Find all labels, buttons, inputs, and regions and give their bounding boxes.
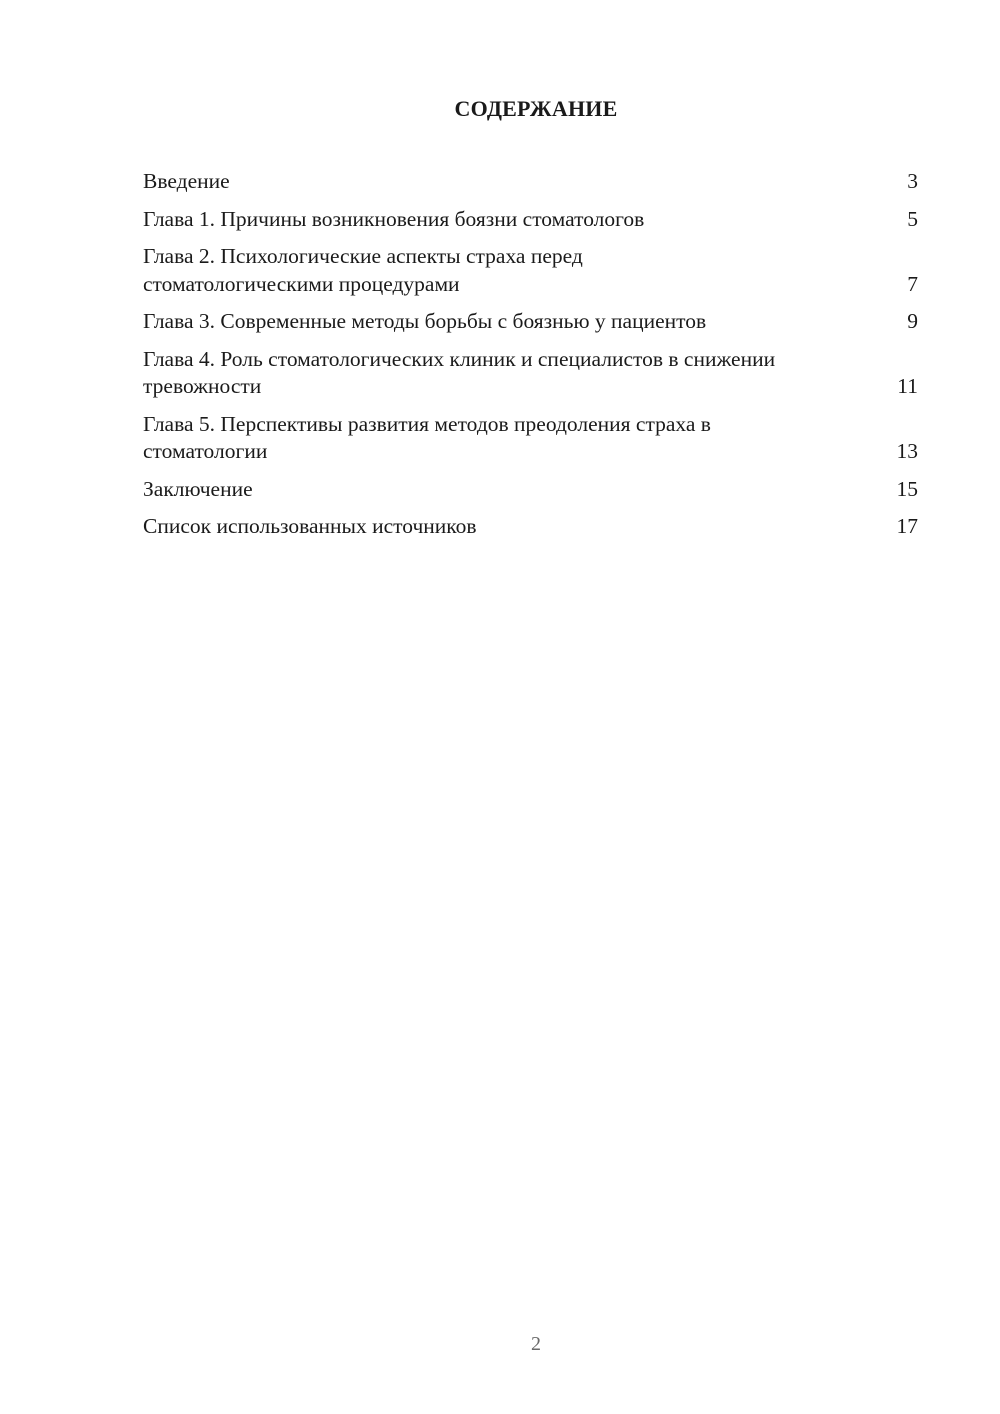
page-number: 2 — [531, 1333, 541, 1355]
toc-entry-page: 11 — [897, 374, 918, 398]
toc-entry-introduction — [143, 168, 918, 196]
toc-entry-page: 9 — [907, 309, 918, 333]
toc-entry-title: Глава 2. Психологические аспекты страха перед стоматологическими процедурами — [143, 244, 583, 296]
toc-entry-references — [143, 513, 918, 541]
toc-entry-title: Глава 5. Перспективы развития методов преодоления страха в стоматологии — [143, 411, 711, 463]
toc-entry-chapter-1 — [143, 206, 918, 234]
toc-entry-page: 7 — [907, 271, 918, 296]
toc-entry-title: Глава 4. Роль стоматологических клиник и специалистов в снижении тревожности — [143, 346, 776, 398]
toc-entry-page: 13 — [896, 439, 918, 463]
page-title: СОДЕРЖАНИЕ — [454, 96, 618, 121]
toc-entry-conclusion — [143, 476, 918, 504]
toc-entry-title: Заключение — [143, 476, 253, 501]
toc-entry-page: 15 — [896, 476, 918, 501]
toc-entry-chapter-4 — [143, 346, 918, 401]
toc-entry-chapter-2 — [143, 243, 918, 298]
toc-entry-title: Введение — [143, 169, 230, 193]
table-of-contents — [143, 168, 918, 551]
toc-entry-page: 3 — [907, 169, 918, 193]
toc-entry-page: 17 — [896, 514, 918, 538]
toc-entry-title: Глава 3. Современные методы борьбы с боязнью у пациентов — [143, 309, 707, 333]
toc-entry-chapter-5 — [143, 411, 918, 466]
toc-entry-chapter-3 — [143, 308, 918, 336]
toc-entry-title: Глава 1. Причины возникновения боязни стоматологов — [143, 206, 645, 231]
toc-entry-page: 5 — [907, 206, 918, 231]
toc-entry-title: Список использованных источников — [143, 514, 477, 538]
